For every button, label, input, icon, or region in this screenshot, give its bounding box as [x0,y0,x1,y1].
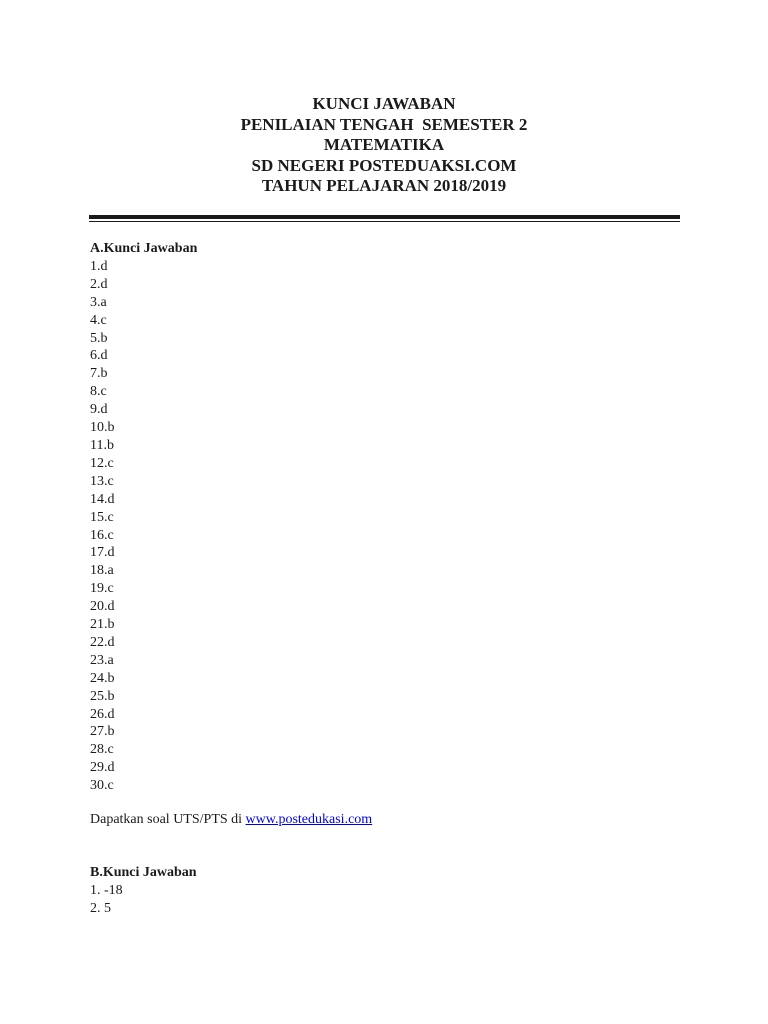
answer-item: 23.a [90,652,114,668]
answer-item: 6.d [90,348,108,364]
answer-item: 12.c [90,455,114,471]
answer-item: 9.d [90,402,108,418]
header-line-school: SD NEGERI POSTEDUAKSI.COM [251,155,517,175]
answer-item: 14.d [90,491,115,507]
answer-item: 4.c [90,312,107,328]
header-line-assessment: PENILAIAN TENGAH SEMESTER 2 [240,114,528,134]
answer-item: 20.d [90,599,115,615]
answer-item: 29.d [90,760,115,776]
section-b [90,864,197,918]
answer-item: 13.c [90,473,114,489]
answer-item: 21.b [90,617,115,633]
answer-item: 25.b [90,688,115,704]
section-b-title: B.Kunci Jawaban [90,865,197,880]
section-a [90,240,197,795]
answer-item: 1. -18 [90,882,123,898]
answer-item: 17.d [90,545,115,561]
answer-item: 3.a [90,294,107,310]
answer-item: 2. 5 [90,900,111,916]
answer-item: 26.d [90,706,115,722]
promo-note-text: Dapatkan soal UTS/PTS di [90,812,246,827]
header-divider-thin [89,221,680,222]
section-b-answer-list [90,882,197,918]
section-a-title: A.Kunci Jawaban [90,241,198,256]
answer-item: 27.b [90,724,115,740]
answer-item: 10.b [90,420,115,436]
postedukasi-link[interactable]: www.postedukasi.com [245,812,373,827]
header-line-year: TAHUN PELAJARAN 2018/2019 [261,176,507,195]
answer-item: 28.c [90,742,114,758]
answer-item: 19.c [90,581,114,597]
answer-item: 30.c [90,778,114,794]
answer-item: 16.c [90,527,114,543]
answer-item: 11.b [90,437,114,453]
answer-item: 8.c [90,384,107,400]
header-line-subject: MATEMATIKA [323,135,445,154]
answer-item: 24.b [90,670,115,686]
answer-item: 1.d [90,258,108,274]
document-header [0,94,768,197]
answer-item: 18.a [90,563,114,579]
header-divider-thick [89,215,680,219]
answer-item: 2.d [90,276,108,292]
answer-item: 22.d [90,634,115,650]
section-a-answer-list [90,258,197,795]
answer-item: 7.b [90,366,108,382]
answer-item: 15.c [90,509,114,525]
header-line-title: KUNCI JAWABAN [312,94,456,113]
promo-note [90,811,372,829]
answer-item: 5.b [90,330,108,346]
